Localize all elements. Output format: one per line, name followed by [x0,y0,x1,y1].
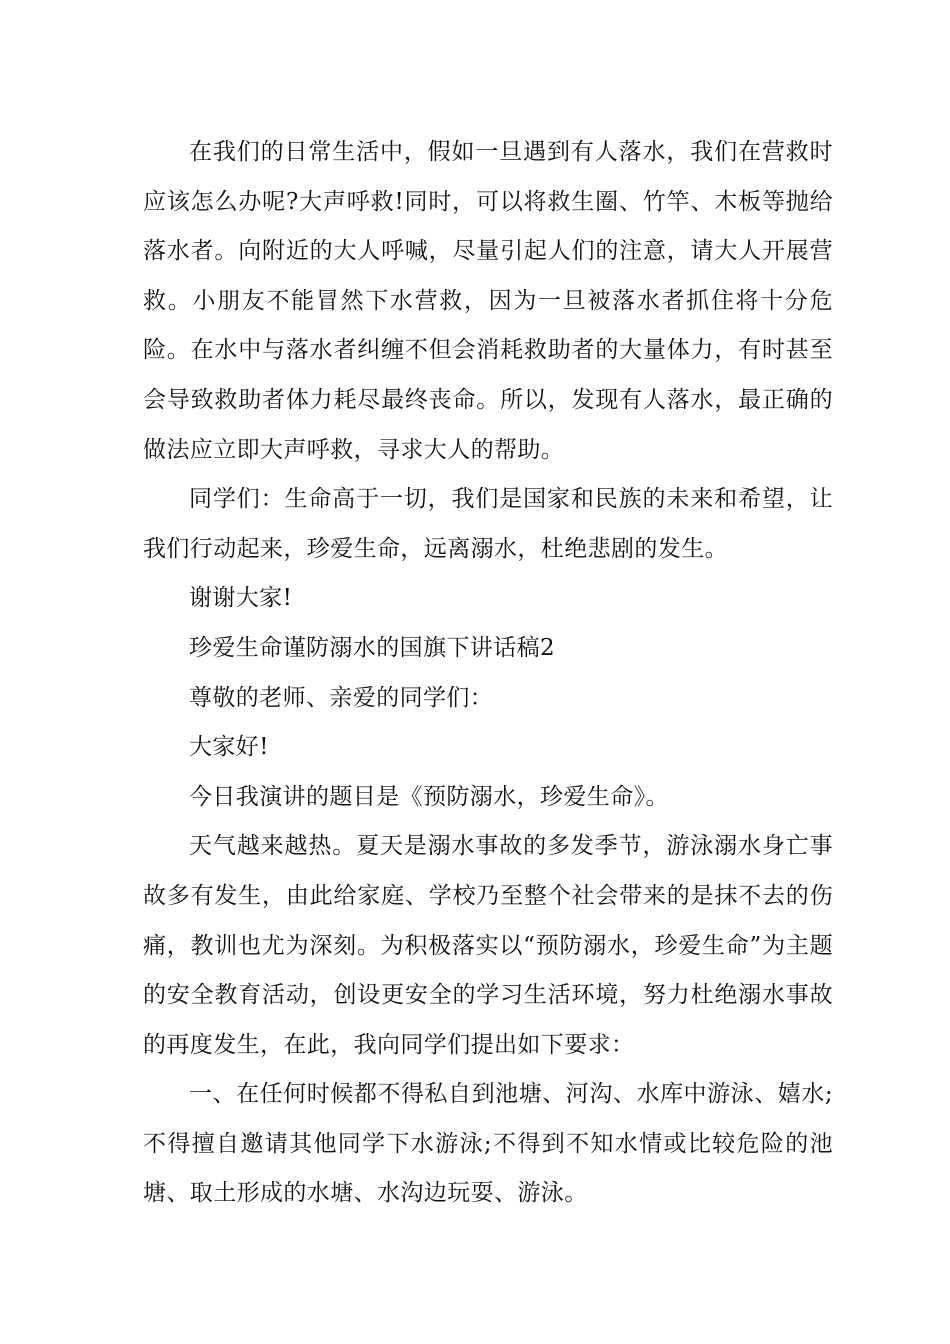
paragraph-requirement-1: 一、在任何时候都不得私自到池塘、河沟、水库中游泳、嬉水;不得擅自邀请其他同学下水游泳;不得到不知水情或比较危险的池塘、取土形成的水塘、水沟边玩耍、游泳。 [143,1081,833,1207]
paragraph-thanks: 谢谢大家! [189,585,293,612]
paragraph-summer-warning: 天气越来越热。夏天是溺水事故的多发季节，游泳溺水身亡事故多有发生，由此给家庭、学校乃至整个社会带来的是抹不去的伤痛，教训也尤为深刻。为积极落实以“预防溺水，珍爱生命”为主题的安全教育活动，创设更安全的学习生活环境，努力杜绝溺水事故的再度发生，在此，我向同学们提出如下要求： [143,833,833,1058]
speech-title: 珍爱生命谨防溺水的国旗下讲话稿2 [189,634,556,661]
paragraph-appeal: 同学们：生命高于一切，我们是国家和民族的未来和希望，让我们行动起来，珍爱生命，远离溺水，杜绝悲剧的发生。 [143,486,833,562]
paragraph-rescue-advice: 在我们的日常生活中，假如一旦遇到有人落水，我们在营救时应该怎么办呢?大声呼救!同时，可以将救生圈、竹竿、木板等抛给落水者。向附近的大人呼喊，尽量引起人们的注意，请大人开展营救。小朋友不能冒然下水营救，因为一旦被落水者抓住将十分危险。在水中与落水者纠缠不但会消耗救助者的大量体力，有时甚至会导致救助者体力耗尽最终丧命。所以，发现有人落水，最正确的做法应立即大声呼救，寻求大人的帮助。 [143,139,833,463]
greeting: 大家好! [189,734,269,761]
paragraph-topic: 今日我演讲的题目是《预防溺水，珍爱生命》。 [189,783,669,810]
salutation: 尊敬的老师、亲爱的同学们： [189,684,494,711]
document-body [143,128,833,1219]
